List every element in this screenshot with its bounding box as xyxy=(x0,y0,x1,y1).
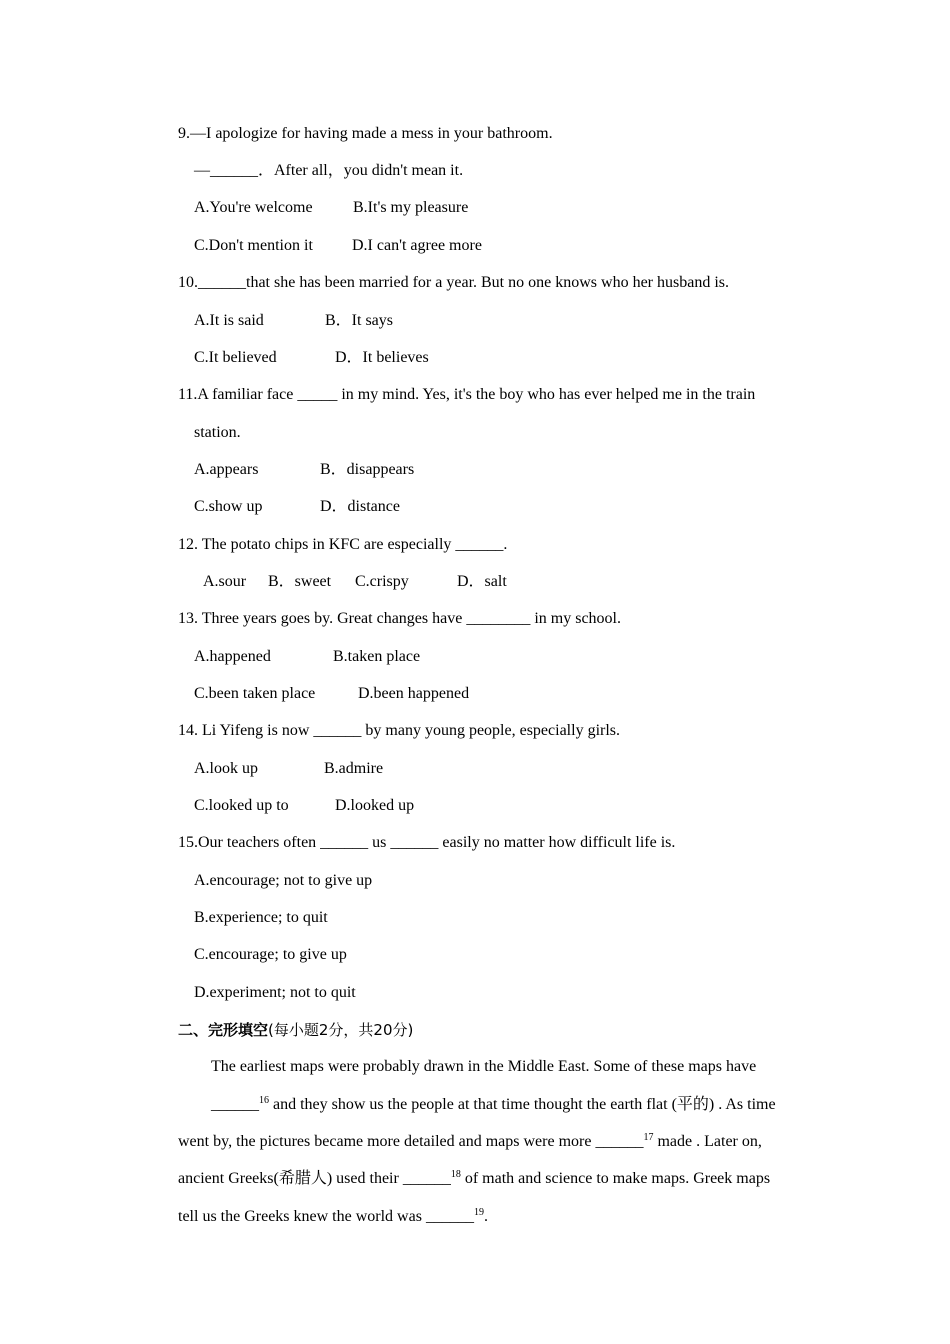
question-9-stem: 9.—I apologize for having made a mess in your bathroom. xyxy=(178,125,553,142)
question-9-options-ab xyxy=(194,198,468,218)
question-10-options-ab xyxy=(194,311,393,331)
passage-line-5 xyxy=(178,1207,488,1227)
option-a: A.look up xyxy=(194,760,258,777)
option-c: C.crispy xyxy=(355,573,409,590)
question-14-options-cd xyxy=(194,796,414,816)
question-10-options-cd xyxy=(194,348,429,368)
option-c: C.Don't mention it xyxy=(194,237,313,254)
question-13-options-cd xyxy=(194,684,469,704)
question-9-response: —______．After all，you didn't mean it. xyxy=(194,162,464,179)
option-d: D.I can't agree more xyxy=(352,237,482,254)
question-11-stem: 11.A familiar face _____ in my mind. Yes, it's the boy who has ever helped me in the train xyxy=(178,386,756,403)
passage-line-1: The earliest maps were probably drawn in the Middle East. Some of these maps have xyxy=(211,1058,757,1075)
passage-line-2 xyxy=(211,1095,776,1115)
question-12-stem: 12. The potato chips in KFC are especially ______. xyxy=(178,536,508,553)
option-d: D．distance xyxy=(320,498,400,515)
option-d: D.been happened xyxy=(358,685,470,702)
question-11-options-ab xyxy=(194,460,414,480)
question-15-option-c: C.encourage; to give up xyxy=(194,946,347,963)
passage-text: ancient Greeks(希腊人) used their ______ xyxy=(178,1170,451,1187)
question-13-stem: 13. Three years goes by. Great changes have ________ in my school. xyxy=(178,610,621,627)
question-15-option-b: B.experience; to quit xyxy=(194,909,328,926)
question-15-option-d: D.experiment; not to quit xyxy=(194,984,356,1001)
option-d: D.looked up xyxy=(335,797,415,814)
question-13-options-ab xyxy=(194,647,420,667)
question-14-options-ab xyxy=(194,759,383,779)
option-d: D．It believes xyxy=(335,349,429,366)
question-15-option-a: A.encourage; not to give up xyxy=(194,872,373,889)
option-c: C.been taken place xyxy=(194,685,316,702)
option-b: B．It says xyxy=(325,312,394,329)
blank-16: ______ xyxy=(211,1096,259,1113)
option-d: D．salt xyxy=(457,573,507,590)
blank-number-18: 18 xyxy=(450,1169,461,1180)
section-heading xyxy=(178,1020,413,1041)
option-a: A.appears xyxy=(194,461,259,478)
option-c: C.looked up to xyxy=(194,797,289,814)
blank-number-16: 16 xyxy=(259,1095,269,1106)
question-10-stem: 10.______that she has been married for a year. But no one knows who her husband is. xyxy=(178,274,729,291)
passage-text: of math and science to make maps. Greek maps xyxy=(460,1170,771,1187)
option-b: B．sweet xyxy=(268,573,332,590)
passage-text: went by, the pictures became more detailed and maps were more ______ xyxy=(178,1133,644,1150)
option-a: A.sour xyxy=(203,573,247,590)
option-a: A.happened xyxy=(194,648,271,665)
passage-text: . xyxy=(483,1208,488,1225)
question-15-stem: 15.Our teachers often ______ us ______ easily no matter how difficult life is. xyxy=(178,834,676,851)
section-title: 二、完形填空 xyxy=(178,1021,269,1039)
option-b: B．disappears xyxy=(320,461,415,478)
question-11-options-cd xyxy=(194,497,400,517)
passage-text: made . Later on, xyxy=(653,1133,762,1150)
passage-line-3 xyxy=(178,1132,762,1152)
question-12-options xyxy=(203,572,507,592)
question-11-stem-cont: station. xyxy=(194,424,241,441)
option-a: A.You're welcome xyxy=(194,199,313,216)
option-a: A.It is said xyxy=(194,312,264,329)
option-b: B.It's my pleasure xyxy=(353,199,469,216)
option-b: B.admire xyxy=(324,760,384,777)
option-c: C.show up xyxy=(194,498,263,515)
option-c: C.It believed xyxy=(194,349,277,366)
passage-text: tell us the Greeks knew the world was ______ xyxy=(178,1208,474,1225)
question-14-stem: 14. Li Yifeng is now ______ by many young people, especially girls. xyxy=(178,722,621,739)
passage-text: and they show us the people at that time thought the earth flat (平的) . As time xyxy=(269,1096,776,1113)
option-b: B.taken place xyxy=(333,648,421,665)
section-note: (每小题2分，共20分) xyxy=(268,1021,414,1039)
question-9-options-cd xyxy=(194,236,482,256)
blank-number-17: 17 xyxy=(643,1132,654,1143)
passage-line-4 xyxy=(178,1169,770,1189)
blank-number-19: 19 xyxy=(473,1207,484,1218)
